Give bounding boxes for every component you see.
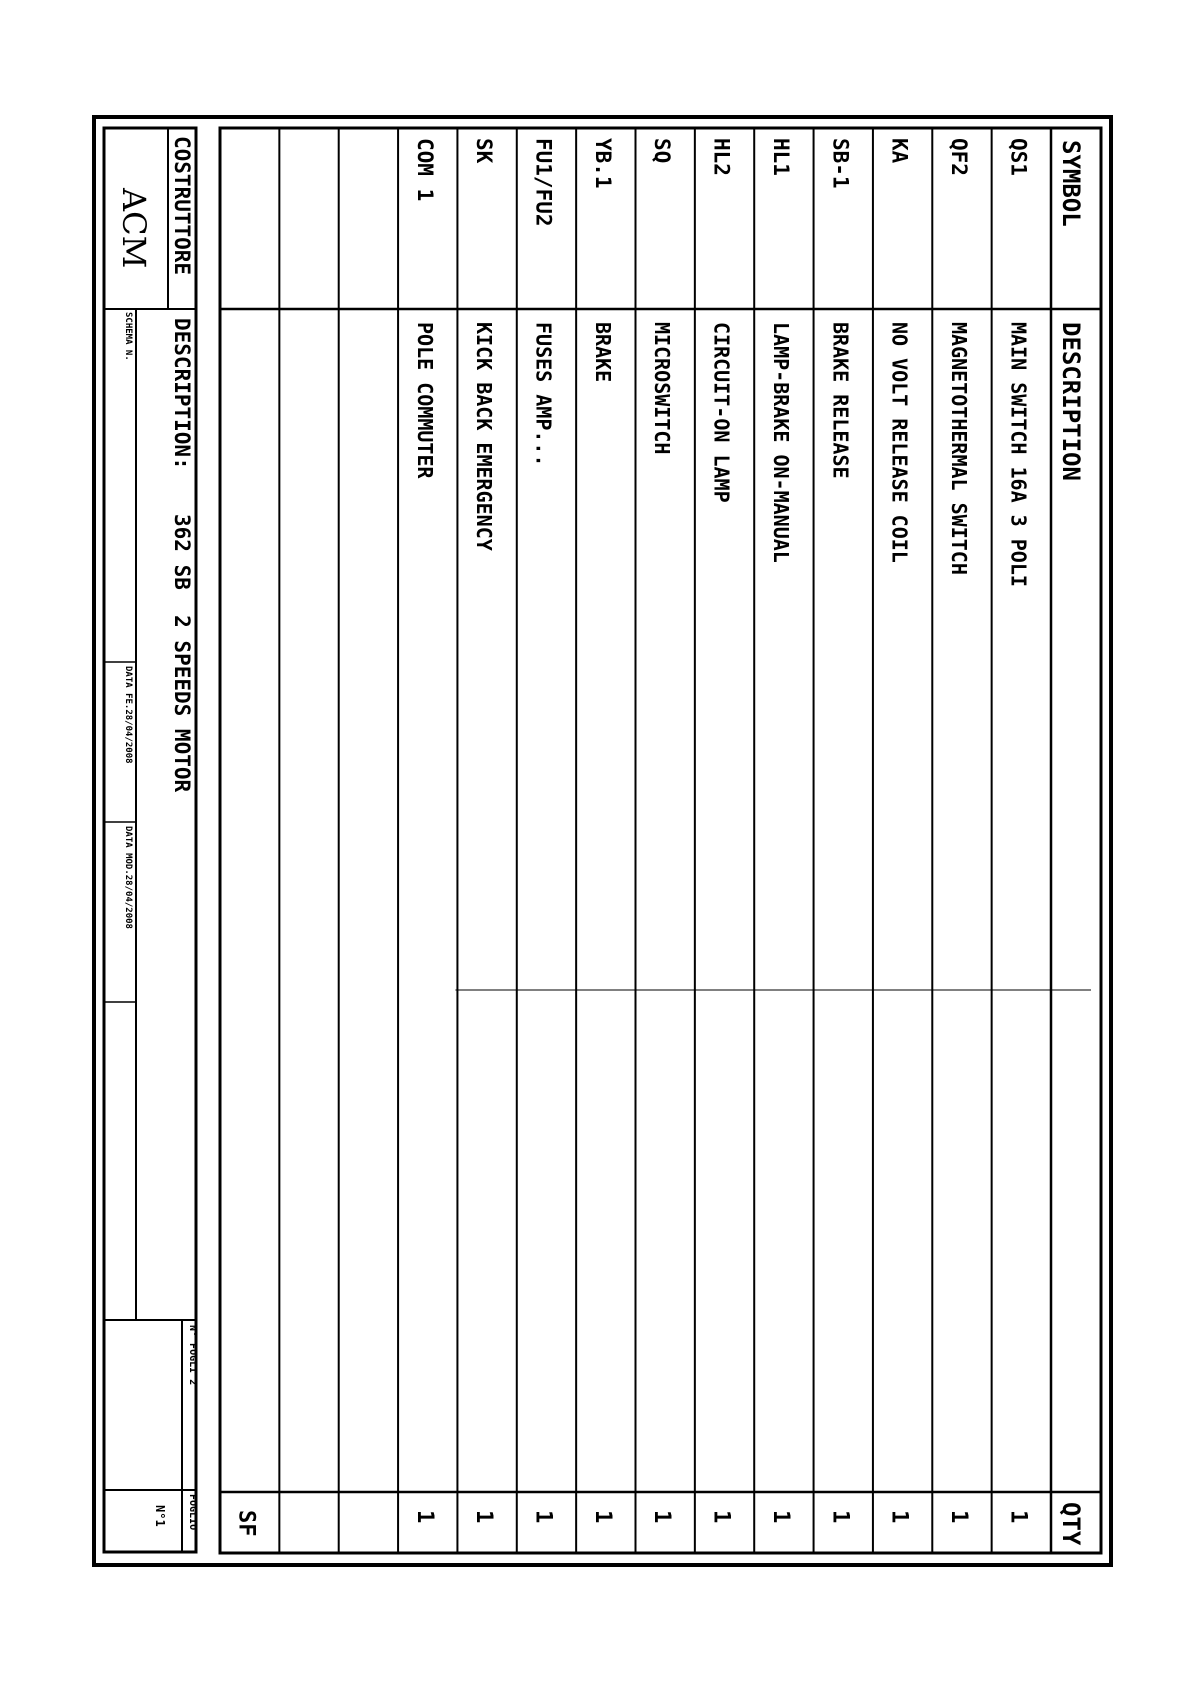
row-symbol: QS1 [1006, 138, 1031, 176]
row-symbol: KA [887, 138, 912, 164]
row-qty: 1 [827, 1510, 853, 1524]
schema-label: SCHEMA N. [123, 312, 133, 361]
row-symbol: SB-1 [828, 138, 853, 189]
row-qty: 1 [945, 1510, 971, 1524]
row-qty: 1 [649, 1510, 675, 1524]
mod-date-label: DATA MOD.28/04/2008 [123, 826, 133, 929]
row-symbol: FU1/FU2 [531, 138, 556, 227]
row-symbol: YB.1 [590, 138, 615, 189]
row-qty: 1 [767, 1510, 793, 1524]
row-qty: SF [233, 1510, 259, 1537]
description-label: DESCRIPTION: [170, 318, 194, 470]
header-qty: QTY [1057, 1502, 1085, 1546]
folio-number: N°1 [153, 1505, 167, 1527]
row-description: MAGNETOTHERMAL SWITCH [946, 322, 971, 575]
row-description: CIRCUIT-ON LAMP [709, 322, 734, 503]
row-description: NO VOLT RELEASE COIL [887, 322, 912, 563]
row-description: LAMP-BRAKE ON-MANUAL [768, 322, 793, 563]
constructor-label: COSTRUTTORE [170, 136, 194, 276]
component-table [234, 138, 1085, 1546]
header-description: DESCRIPTION [1057, 322, 1085, 481]
row-symbol: SQ [650, 138, 675, 164]
row-qty: 1 [411, 1510, 437, 1524]
header-symbol: SYMBOL [1057, 140, 1085, 227]
row-description: BRAKE RELEASE [828, 322, 853, 479]
sheet-count-label: N° FOGLI 2 [187, 1325, 198, 1386]
description-value: 362 SB 2 SPEEDS MOTOR [170, 514, 194, 793]
row-qty: 1 [886, 1510, 912, 1524]
date-label: DATA FE.28/04/2008 [123, 666, 133, 764]
row-description: KICK BACK EMERGENCY [472, 322, 497, 551]
row-qty: 1 [530, 1510, 556, 1524]
row-description: FUSES AMP... [531, 322, 556, 467]
row-description: MICROSWITCH [650, 322, 675, 455]
row-description: POLE COMMUTER [412, 322, 437, 479]
row-description: MAIN SWITCH 16A 3 POLI [1006, 322, 1031, 587]
folio-label: FOGLIO [187, 1494, 198, 1531]
row-symbol: QF2 [946, 138, 971, 176]
row-qty: 1 [589, 1510, 615, 1524]
constructor-name: ACM [115, 188, 153, 269]
row-symbol: HL1 [768, 138, 793, 176]
row-symbol: HL2 [709, 138, 734, 176]
row-symbol: SK [472, 138, 497, 164]
row-qty: 1 [708, 1510, 734, 1524]
row-symbol: COM 1 [412, 138, 437, 202]
row-qty: 1 [471, 1510, 497, 1524]
row-qty: 1 [1005, 1510, 1031, 1524]
row-description: BRAKE [590, 322, 615, 383]
